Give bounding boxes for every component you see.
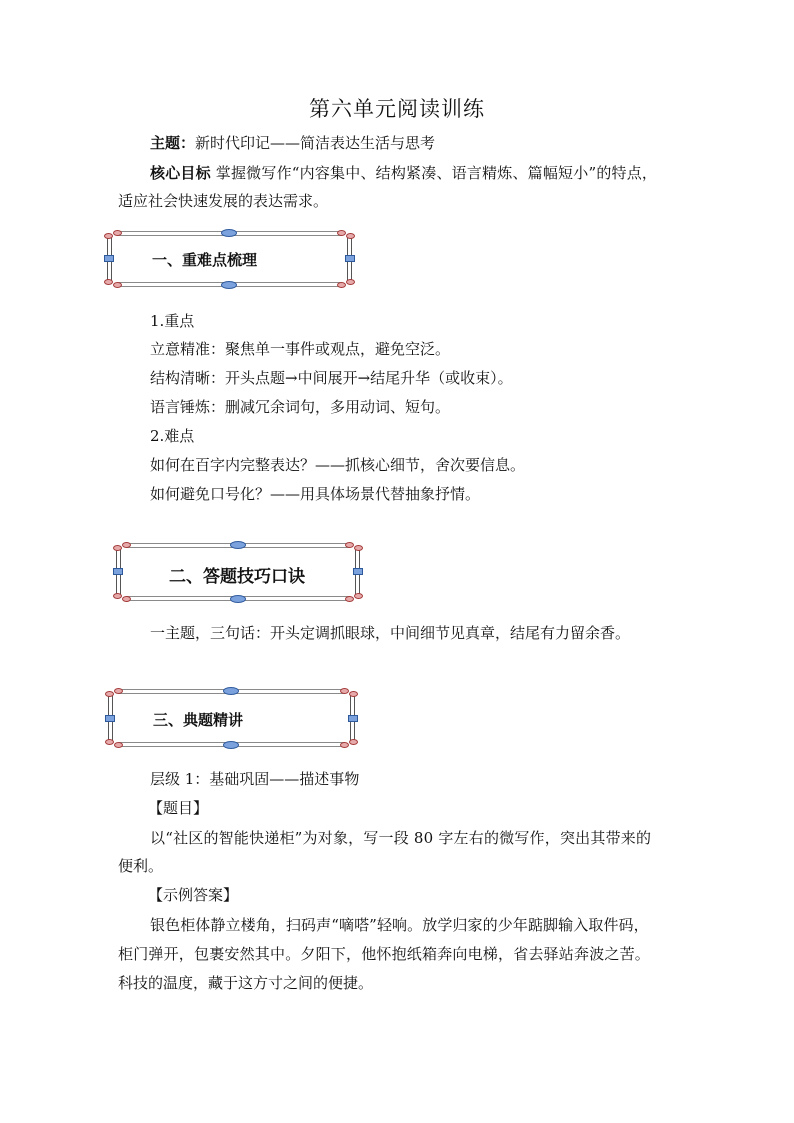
goal-line-1 xyxy=(150,162,684,184)
question-line-2: 便利。 xyxy=(118,857,164,875)
goal-line-2: 适应社会快速发展的表达需求。 xyxy=(118,192,329,210)
answer-tag: 【示例答案】 xyxy=(148,886,239,904)
section-heading-frame-1 xyxy=(104,229,355,289)
theme-label: 主题： xyxy=(150,134,196,152)
tips-line: 一主题，三句话：开头定调抓眼球，中间细节见真章，结尾有力留余香。 xyxy=(150,624,631,642)
answer-line-3: 科技的温度，藏于这方寸之间的便捷。 xyxy=(118,974,374,992)
answer-line-2: 柜门弹开，包裹安然其中。夕阳下，他怀抱纸箱奔向电梯，省去驿站奔波之苦。 xyxy=(118,945,651,963)
key-points-heading: 1.重点 xyxy=(150,312,195,330)
goal-text-1: 掌握微写作“内容集中、结构紧凑、语言精炼、篇幅短小”的特点， xyxy=(215,164,658,182)
example-level: 层级 1：基础巩固——描述事物 xyxy=(150,770,360,788)
page-title: 第六单元阅读训练 xyxy=(309,97,485,121)
goal-label: 核心目标 xyxy=(150,164,211,182)
section-title-1: 一、重难点梳理 xyxy=(152,251,258,269)
key-point-item: 语言锤炼：删减冗余词句，多用动词、短句。 xyxy=(150,398,451,416)
difficult-point-item: 如何在百字内完整表达？——抓核心细节，舍次要信息。 xyxy=(150,456,526,474)
theme-text: 新时代印记——简洁表达生活与思考 xyxy=(195,134,436,152)
section-title-3: 三、典题精讲 xyxy=(153,711,244,729)
section-heading-frame-2 xyxy=(113,541,363,603)
section-title-2: 二、答题技巧口诀 xyxy=(169,567,305,587)
key-point-item: 结构清晰：开头点题→中间展开→结尾升华（或收束）。 xyxy=(150,369,513,387)
section-heading-frame-3 xyxy=(105,687,358,749)
key-point-item: 立意精准：聚焦单一事件或观点，避免空泛。 xyxy=(150,340,451,358)
question-line-1: 以“社区的智能快递柜”为对象，写一段 80 字左右的微写作，突出其带来的 xyxy=(150,829,652,847)
theme-line xyxy=(150,132,684,154)
difficult-points-heading: 2.难点 xyxy=(150,427,195,445)
difficult-point-item: 如何避免口号化？——用具体场景代替抽象抒情。 xyxy=(150,485,481,503)
answer-line-1: 银色柜体静立楼角，扫码声“嘀嗒”轻响。放学归家的少年踮脚输入取件码， xyxy=(150,916,649,934)
question-tag: 【题目】 xyxy=(148,799,209,817)
